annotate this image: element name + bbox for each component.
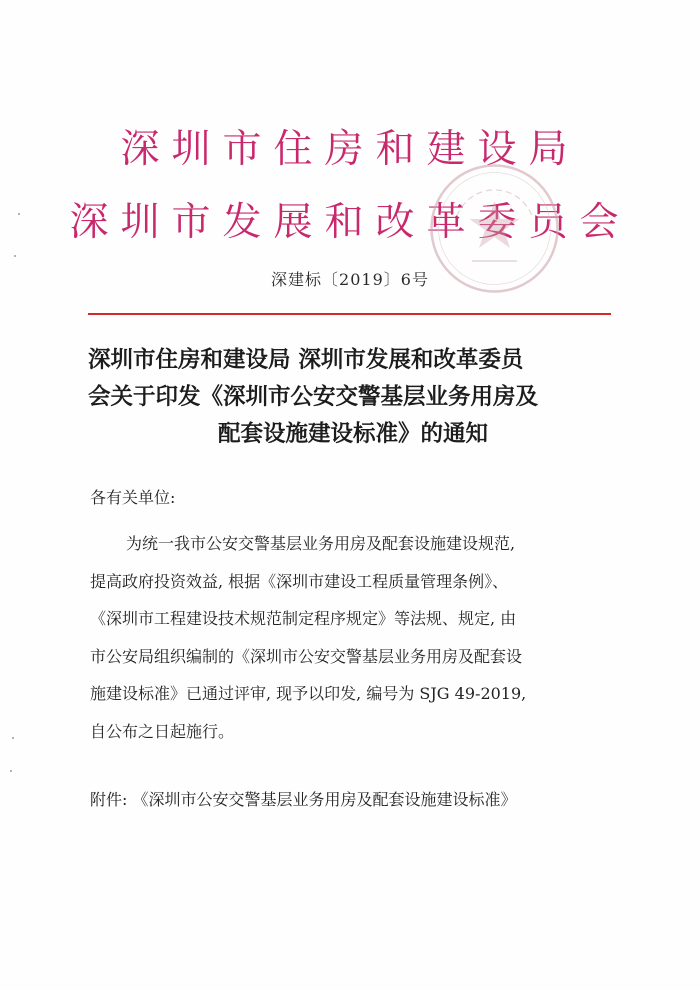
document-title <box>88 342 618 453</box>
scan-speck <box>10 770 12 772</box>
body-paragraph <box>90 525 620 750</box>
scan-speck <box>12 737 14 739</box>
document-number: 深建标〔2019〕6号 <box>271 270 429 289</box>
attachment-line: 附件: 《深圳市公安交警基层业务用房及配套设施建设标准》 <box>90 790 517 809</box>
body-line: 《深圳市工程建设技术规范制定程序规定》等法规、规定, 由 <box>90 609 517 628</box>
scan-speck <box>14 255 16 257</box>
title-line: 配套设施建设标准》的通知 <box>217 421 488 447</box>
title-line: 深圳市住房和建设局 深圳市发展和改革委员 <box>88 347 524 373</box>
scan-speck <box>18 213 20 215</box>
body-line: 为统一我市公安交警基层业务用房及配套设施建设规范, <box>126 534 516 553</box>
issuer-name-development-commission: 深圳市发展和改革委员会 <box>69 200 631 245</box>
title-line: 会关于印发《深圳市公安交警基层业务用房及 <box>88 384 539 410</box>
body-line: 自公布之日起施行。 <box>90 721 235 741</box>
body-line: 施建设标准》已通过评审, 现予以印发, 编号为 SJG 49-2019, <box>90 684 527 703</box>
salutation: 各有关单位: <box>90 488 176 507</box>
body-line: 市公安局组织编制的《深圳市公安交警基层业务用房及配套设 <box>90 646 523 666</box>
issuer-name-housing-bureau: 深圳市住房和建设局 <box>120 127 580 172</box>
body-line: 提高政府投资效益, 根据《深圳市建设工程质量管理条例》、 <box>90 571 509 591</box>
red-divider-line <box>88 313 611 315</box>
